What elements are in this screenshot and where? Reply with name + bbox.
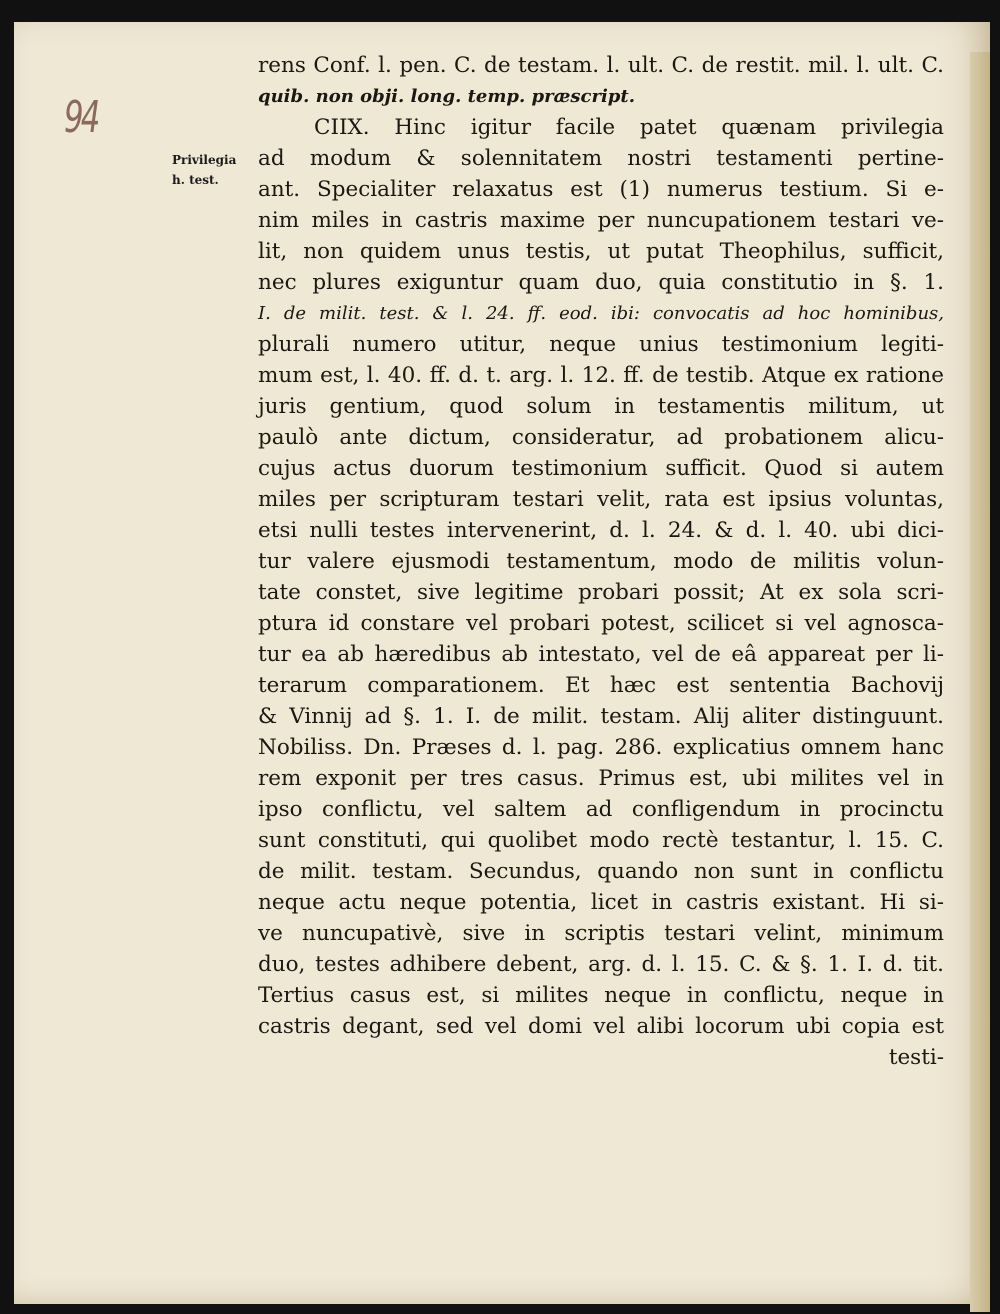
text-line: plurali numero utitur, neque unius testimonium legiti- — [258, 332, 944, 357]
text-line: terarum comparationem. Et hæc est sententia Bachovij — [258, 673, 944, 698]
text-line: quib. non obji. long. temp. præscript. — [258, 86, 635, 107]
text-line: I. de milit. test. & l. 24. ff. eod. ibi: convocatis ad hoc hominibus, — [258, 303, 944, 324]
text-line: rem exponit per tres casus. Primus est, ubi milites vel in — [258, 766, 944, 791]
margin-note-line: Privilegia — [172, 153, 237, 167]
text-line: ptura id constare vel probari potest, scilicet si vel agnosca- — [258, 611, 944, 636]
text-line: nim miles in castris maxime per nuncupationem testari ve- — [258, 208, 944, 233]
text-line: mum est, l. 40. ff. d. t. arg. l. 12. ff. de testib. Atque ex ratione — [258, 363, 944, 388]
text-line: tate constet, sive legitime probari possit; At ex sola scri- — [258, 580, 944, 605]
text-line: neque actu neque potentia, licet in castris existant. Hi si- — [258, 890, 944, 915]
text-line: tur valere ejusmodi testamentum, modo de militis volun- — [258, 549, 944, 574]
text-line: de milit. testam. Secundus, quando non sunt in conflictu — [258, 859, 944, 884]
text-line: cujus actus duorum testimonium sufficit. Quod si autem — [258, 456, 944, 481]
text-line: miles per scripturam testari velit, rata est ipsius voluntas, — [258, 487, 944, 512]
text-line: ad modum & solennitatem nostri testamenti pertine- — [258, 146, 944, 171]
text-line: ve nuncupativè, sive in scriptis testari velint, minimum — [258, 921, 944, 946]
text-line: tur ea ab hæredibus ab intestato, vel de eâ appareat per li- — [258, 642, 944, 667]
text-line: ant. Specialiter relaxatus est (1) numerus testium. Si e- — [258, 177, 944, 202]
text-line: duo, testes adhibere debent, arg. d. l. 15. C. & §. 1. I. d. tit. — [258, 952, 944, 977]
text-line: castris degant, sed vel domi vel alibi locorum ubi copia est — [258, 1014, 944, 1039]
text-line: & Vinnij ad §. 1. I. de milit. testam. Alij aliter distinguunt. — [258, 704, 944, 729]
margin-note — [172, 150, 236, 190]
text-line: ipso conflictu, vel saltem ad confligendum in procinctu — [258, 797, 944, 822]
body-text — [258, 50, 944, 1073]
text-line: paulò ante dictum, consideratur, ad probationem alicu- — [258, 425, 944, 450]
text-line: rens Conf. l. pen. C. de testam. l. ult. C. de restit. mil. l. ult. C. — [258, 53, 944, 78]
text-line: Tertius casus est, si milites neque in conflictu, neque in — [258, 983, 944, 1008]
page-edge — [970, 52, 990, 1312]
page-number: 94 — [64, 92, 98, 143]
text-line: nec plures exiguntur quam duo, quia constitutio in §. 1. — [258, 270, 944, 295]
catchword: testi- — [888, 1045, 944, 1070]
text-line: etsi nulli testes intervenerint, d. l. 24. & d. l. 40. ubi dici- — [258, 518, 944, 543]
margin-note-line: h. test. — [172, 173, 219, 187]
text-line: Nobiliss. Dn. Præses d. l. pag. 286. explicatius omnem hanc — [258, 735, 944, 760]
text-line: sunt constituti, qui quolibet modo rectè testantur, l. 15. C. — [258, 828, 944, 853]
text-line: lit, non quidem unus testis, ut putat Theophilus, sufficit, — [258, 239, 944, 264]
text-line: juris gentium, quod solum in testamentis militum, ut — [258, 394, 944, 419]
text-line: CIIX. Hinc igitur facile patet quænam privilegia — [314, 115, 944, 140]
